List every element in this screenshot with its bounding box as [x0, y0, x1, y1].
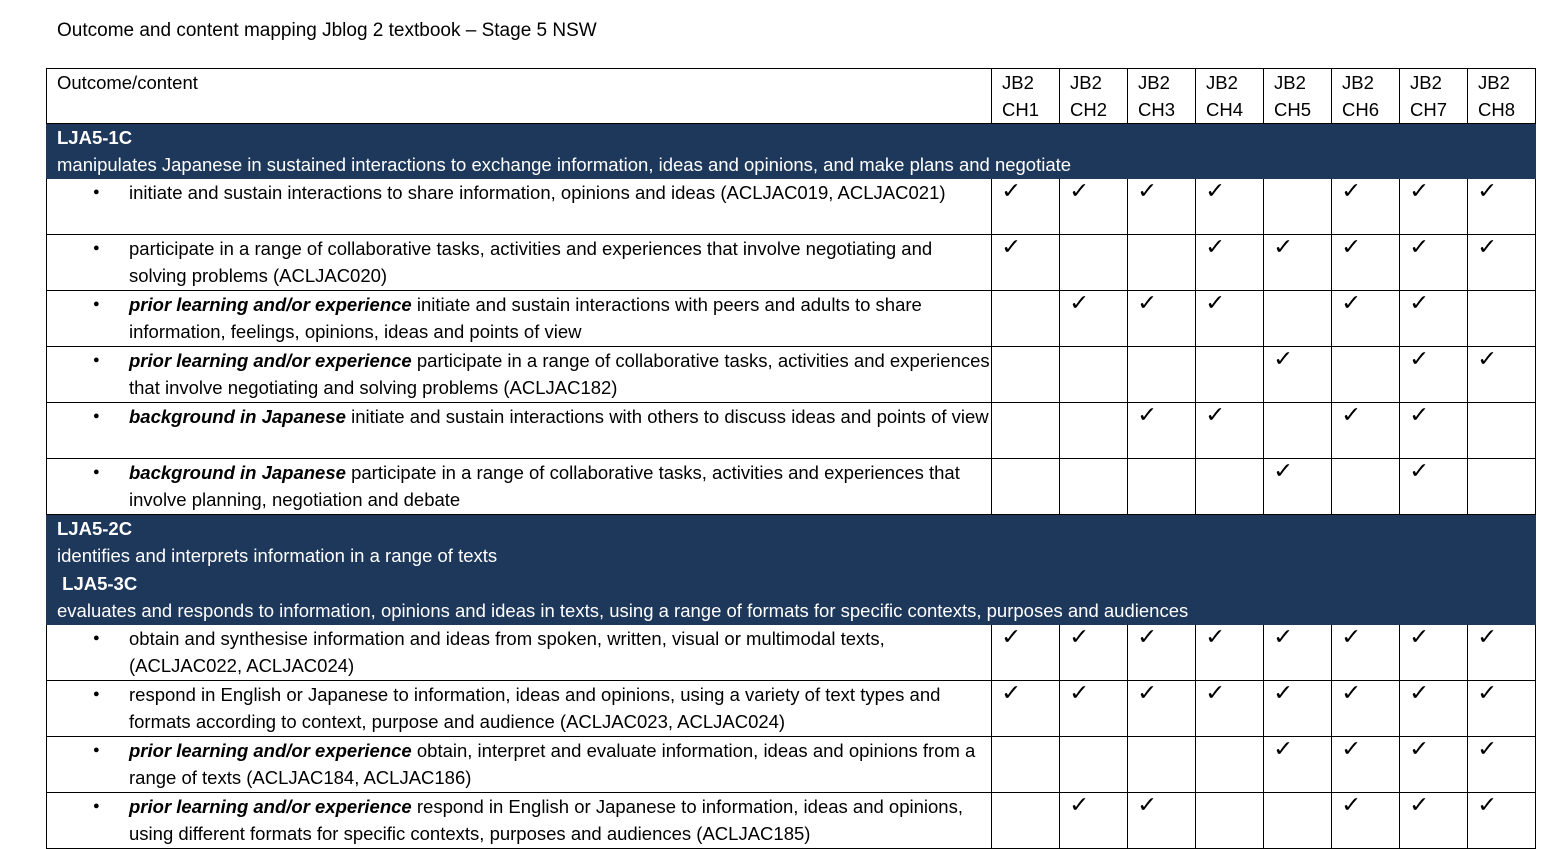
chapter-8-cell: [1468, 235, 1536, 291]
chapter-6-cell: [1332, 459, 1400, 515]
chapter-3-cell: [1128, 625, 1196, 681]
checkmark-icon: ✓: [1069, 792, 1090, 817]
bullet-icon: ●: [93, 410, 100, 422]
outcome-code: LJA5-2C: [57, 518, 133, 539]
outcome-cell: [47, 124, 1536, 179]
checkmark-icon: ✓: [1273, 624, 1294, 649]
chapter-number-label: CH6: [1342, 99, 1380, 120]
chapter-7-cell: [1400, 681, 1468, 737]
content-text: participate in a range of collaborative tasks, activities and experiences that involve planning, negotiation and debate: [129, 462, 966, 510]
chapter-book-label: JB2: [1002, 72, 1034, 93]
content-text: initiate and sustain interactions with others to discuss ideas and points of view: [345, 406, 989, 427]
content-text: initiate and sustain interactions to share information, opinions and ideas (ACLJAC019, ACLJAC021): [129, 182, 946, 203]
chapter-1-cell: [992, 625, 1060, 681]
content-text: respond in English or Japanese to information, ideas and opinions, using a variety of text types and formats according to context, purpose and audience (ACLJAC023, ACLJAC024): [129, 684, 946, 732]
bullet-icon: ●: [93, 242, 100, 254]
chapter-8-cell: [1468, 459, 1536, 515]
outcome-code: LJA5-1C: [57, 127, 133, 148]
checkmark-icon: ✓: [1205, 402, 1226, 427]
chapter-8-cell: [1468, 403, 1536, 459]
content-row: [47, 235, 1536, 291]
content-cell: [47, 235, 992, 291]
outcome-description: manipulates Japanese in sustained interactions to exchange information, ideas and opinions, and make plans and negotiate: [57, 154, 1072, 175]
checkmark-icon: ✓: [1341, 178, 1362, 203]
content-text: participate in a range of collaborative tasks, activities and experiences that involve negotiating and solving problems (ACLJAC020): [129, 238, 938, 286]
chapter-8-cell: [1468, 681, 1536, 737]
chapter-3-cell: [1128, 793, 1196, 849]
chapter-book-label: JB2: [1274, 72, 1306, 93]
checkmark-icon: ✓: [1001, 234, 1022, 259]
checkmark-icon: ✓: [1477, 680, 1498, 705]
content-text: obtain and synthesise information and ideas from spoken, written, visual or multimodal texts, (ACLJAC022, ACLJAC024): [129, 628, 890, 676]
chapter-2-cell: [1060, 179, 1128, 235]
chapter-1-cell: [992, 235, 1060, 291]
chapter-5-cell: [1264, 347, 1332, 403]
checkmark-icon: ✓: [1137, 624, 1158, 649]
chapter-3-cell: [1128, 235, 1196, 291]
checkmark-icon: ✓: [1205, 178, 1226, 203]
chapter-3-cell: [1128, 681, 1196, 737]
chapter-5-cell: [1264, 235, 1332, 291]
chapter-7-cell: [1400, 179, 1468, 235]
content-cell: [47, 625, 992, 681]
chapter-2-cell: [1060, 793, 1128, 849]
bullet-icon: ●: [93, 632, 100, 644]
content-text: participate in a range of collaborative tasks, activities and experiences that involve negotiating and solving problems (ACLJAC182): [129, 350, 995, 398]
header-chapter-7: [1400, 69, 1468, 124]
checkmark-icon: ✓: [1477, 178, 1498, 203]
content-row: [47, 681, 1536, 737]
checkmark-icon: ✓: [1409, 290, 1430, 315]
checkmark-icon: ✓: [1069, 178, 1090, 203]
table-body: [47, 124, 1536, 849]
chapter-3-cell: [1128, 403, 1196, 459]
content-row: [47, 179, 1536, 235]
checkmark-icon: ✓: [1409, 458, 1430, 483]
chapter-number-label: CH2: [1070, 99, 1108, 120]
content-text: respond in English or Japanese to information, ideas and opinions, using different formats for specific contexts, purposes and audiences (ACLJAC185): [129, 796, 969, 844]
chapter-7-cell: [1400, 403, 1468, 459]
content-qualifier: background in Japanese: [129, 462, 346, 483]
chapter-book-label: JB2: [1206, 72, 1238, 93]
bullet-icon: ●: [93, 800, 100, 812]
chapter-6-cell: [1332, 681, 1400, 737]
chapter-4-cell: [1196, 681, 1264, 737]
checkmark-icon: ✓: [1409, 736, 1430, 761]
chapter-2-cell: [1060, 681, 1128, 737]
content-qualifier: prior learning and/or experience: [129, 350, 412, 371]
checkmark-icon: ✓: [1137, 680, 1158, 705]
content-cell: [47, 681, 992, 737]
chapter-book-label: JB2: [1478, 72, 1510, 93]
checkmark-icon: ✓: [1341, 402, 1362, 427]
chapter-2-cell: [1060, 347, 1128, 403]
checkmark-icon: ✓: [1273, 680, 1294, 705]
outcome-row: [47, 570, 1536, 625]
chapter-1-cell: [992, 459, 1060, 515]
checkmark-icon: ✓: [1341, 624, 1362, 649]
chapter-7-cell: [1400, 737, 1468, 793]
content-row: [47, 793, 1536, 849]
chapter-1-cell: [992, 793, 1060, 849]
content-row: [47, 347, 1536, 403]
outcome-row: [47, 515, 1536, 570]
checkmark-icon: ✓: [1341, 290, 1362, 315]
content-cell: [47, 291, 992, 347]
mapping-table: [46, 68, 1536, 849]
chapter-number-label: CH3: [1138, 99, 1176, 120]
header-chapter-8: [1468, 69, 1536, 124]
header-row: [47, 69, 1536, 124]
checkmark-icon: ✓: [1477, 736, 1498, 761]
chapter-8-cell: [1468, 737, 1536, 793]
chapter-7-cell: [1400, 793, 1468, 849]
chapter-8-cell: [1468, 291, 1536, 347]
content-qualifier: prior learning and/or experience: [129, 796, 412, 817]
chapter-4-cell: [1196, 235, 1264, 291]
chapter-4-cell: [1196, 459, 1264, 515]
chapter-8-cell: [1468, 625, 1536, 681]
checkmark-icon: ✓: [1409, 792, 1430, 817]
content-qualifier: prior learning and/or experience: [129, 294, 412, 315]
bullet-icon: ●: [93, 354, 100, 366]
checkmark-icon: ✓: [1069, 680, 1090, 705]
chapter-5-cell: [1264, 737, 1332, 793]
chapter-6-cell: [1332, 347, 1400, 403]
bullet-icon: ●: [93, 466, 100, 478]
checkmark-icon: ✓: [1477, 624, 1498, 649]
checkmark-icon: ✓: [1069, 290, 1090, 315]
checkmark-icon: ✓: [1341, 792, 1362, 817]
outcome-cell: [47, 515, 1536, 570]
chapter-5-cell: [1264, 179, 1332, 235]
chapter-1-cell: [992, 179, 1060, 235]
chapter-3-cell: [1128, 291, 1196, 347]
chapter-number-label: CH8: [1478, 99, 1516, 120]
checkmark-icon: ✓: [1409, 346, 1430, 371]
outcome-description: identifies and interprets information in a range of texts: [57, 545, 498, 566]
chapter-4-cell: [1196, 793, 1264, 849]
chapter-2-cell: [1060, 403, 1128, 459]
chapter-5-cell: [1264, 459, 1332, 515]
chapter-6-cell: [1332, 403, 1400, 459]
header-chapter-2: [1060, 69, 1128, 124]
content-cell: [47, 459, 992, 515]
outcome-description: evaluates and responds to information, opinions and ideas in texts, using a range of formats for specific contexts, purposes and audiences: [57, 600, 1189, 621]
bullet-icon: ●: [93, 744, 100, 756]
content-cell: [47, 737, 992, 793]
chapter-2-cell: [1060, 625, 1128, 681]
content-cell: [47, 403, 992, 459]
chapter-5-cell: [1264, 681, 1332, 737]
chapter-4-cell: [1196, 179, 1264, 235]
checkmark-icon: ✓: [1137, 402, 1158, 427]
chapter-6-cell: [1332, 235, 1400, 291]
chapter-number-label: CH4: [1206, 99, 1244, 120]
checkmark-icon: ✓: [1001, 178, 1022, 203]
header-outcome-content: Outcome/content: [47, 69, 992, 124]
outcome-cell: [47, 570, 1536, 625]
chapter-4-cell: [1196, 347, 1264, 403]
checkmark-icon: ✓: [1409, 402, 1430, 427]
content-row: [47, 291, 1536, 347]
outcome-code: LJA5-3C: [57, 573, 138, 594]
checkmark-icon: ✓: [1205, 234, 1226, 259]
checkmark-icon: ✓: [1273, 234, 1294, 259]
checkmark-icon: ✓: [1205, 624, 1226, 649]
chapter-5-cell: [1264, 793, 1332, 849]
content-qualifier: background in Japanese: [129, 406, 346, 427]
content-qualifier: prior learning and/or experience: [129, 740, 412, 761]
checkmark-icon: ✓: [1409, 680, 1430, 705]
chapter-5-cell: [1264, 291, 1332, 347]
chapter-number-label: CH5: [1274, 99, 1312, 120]
chapter-number-label: CH1: [1002, 99, 1040, 120]
checkmark-icon: ✓: [1341, 234, 1362, 259]
checkmark-icon: ✓: [1205, 680, 1226, 705]
chapter-6-cell: [1332, 625, 1400, 681]
checkmark-icon: ✓: [1477, 792, 1498, 817]
chapter-number-label: CH7: [1410, 99, 1448, 120]
chapter-3-cell: [1128, 347, 1196, 403]
content-row: [47, 625, 1536, 681]
chapter-1-cell: [992, 737, 1060, 793]
checkmark-icon: ✓: [1137, 178, 1158, 203]
checkmark-icon: ✓: [1137, 290, 1158, 315]
checkmark-icon: ✓: [1273, 458, 1294, 483]
checkmark-icon: ✓: [1477, 346, 1498, 371]
chapter-7-cell: [1400, 347, 1468, 403]
chapter-6-cell: [1332, 793, 1400, 849]
header-chapter-1: [992, 69, 1060, 124]
chapter-8-cell: [1468, 179, 1536, 235]
checkmark-icon: ✓: [1001, 624, 1022, 649]
content-cell: [47, 347, 995, 403]
chapter-4-cell: [1196, 403, 1264, 459]
chapter-5-cell: [1264, 403, 1332, 459]
chapter-3-cell: [1128, 459, 1196, 515]
chapter-7-cell: [1400, 291, 1468, 347]
content-text: obtain, interpret and evaluate information, ideas and opinions from a range of texts (ACLJAC184, ACLJAC186): [129, 740, 981, 788]
chapter-7-cell: [1400, 459, 1468, 515]
chapter-4-cell: [1196, 625, 1264, 681]
header-chapter-4: [1196, 69, 1264, 124]
chapter-book-label: JB2: [1410, 72, 1442, 93]
outcome-row: [47, 124, 1536, 179]
bullet-icon: ●: [93, 688, 100, 700]
chapter-3-cell: [1128, 179, 1196, 235]
chapter-2-cell: [1060, 235, 1128, 291]
bullet-icon: ●: [93, 298, 100, 310]
content-cell: [47, 793, 992, 849]
bullet-icon: ●: [93, 186, 100, 198]
checkmark-icon: ✓: [1341, 680, 1362, 705]
content-row: [47, 459, 1536, 515]
chapter-4-cell: [1196, 737, 1264, 793]
checkmark-icon: ✓: [1477, 234, 1498, 259]
checkmark-icon: ✓: [1409, 234, 1430, 259]
chapter-book-label: JB2: [1070, 72, 1102, 93]
checkmark-icon: ✓: [1409, 624, 1430, 649]
chapter-book-label: JB2: [1138, 72, 1170, 93]
content-text: initiate and sustain interactions with peers and adults to share information, feelings, opinions, ideas and points of view: [129, 294, 927, 342]
content-cell: [47, 179, 992, 235]
content-row: [47, 737, 1536, 793]
checkmark-icon: ✓: [1205, 290, 1226, 315]
checkmark-icon: ✓: [1069, 624, 1090, 649]
chapter-6-cell: [1332, 737, 1400, 793]
chapter-book-label: JB2: [1342, 72, 1374, 93]
header-chapter-3: [1128, 69, 1196, 124]
chapter-2-cell: [1060, 737, 1128, 793]
chapter-5-cell: [1264, 625, 1332, 681]
checkmark-icon: ✓: [1341, 736, 1362, 761]
content-row: [47, 403, 1536, 459]
chapter-1-cell: [992, 403, 1060, 459]
checkmark-icon: ✓: [1273, 346, 1294, 371]
chapter-8-cell: [1468, 793, 1536, 849]
chapter-8-cell: [1468, 347, 1536, 403]
chapter-1-cell: [992, 347, 1060, 403]
chapter-7-cell: [1400, 235, 1468, 291]
checkmark-icon: ✓: [1409, 178, 1430, 203]
chapter-3-cell: [1128, 737, 1196, 793]
document-title: Outcome and content mapping Jblog 2 textbook – Stage 5 NSW: [57, 20, 597, 41]
chapter-4-cell: [1196, 291, 1264, 347]
chapter-1-cell: [992, 681, 1060, 737]
chapter-7-cell: [1400, 625, 1468, 681]
header-chapter-6: [1332, 69, 1400, 124]
chapter-2-cell: [1060, 459, 1128, 515]
chapter-1-cell: [992, 291, 1060, 347]
checkmark-icon: ✓: [1273, 736, 1294, 761]
chapter-2-cell: [1060, 291, 1128, 347]
chapter-6-cell: [1332, 179, 1400, 235]
header-chapter-5: [1264, 69, 1332, 124]
checkmark-icon: ✓: [1137, 792, 1158, 817]
chapter-6-cell: [1332, 291, 1400, 347]
checkmark-icon: ✓: [1001, 680, 1022, 705]
